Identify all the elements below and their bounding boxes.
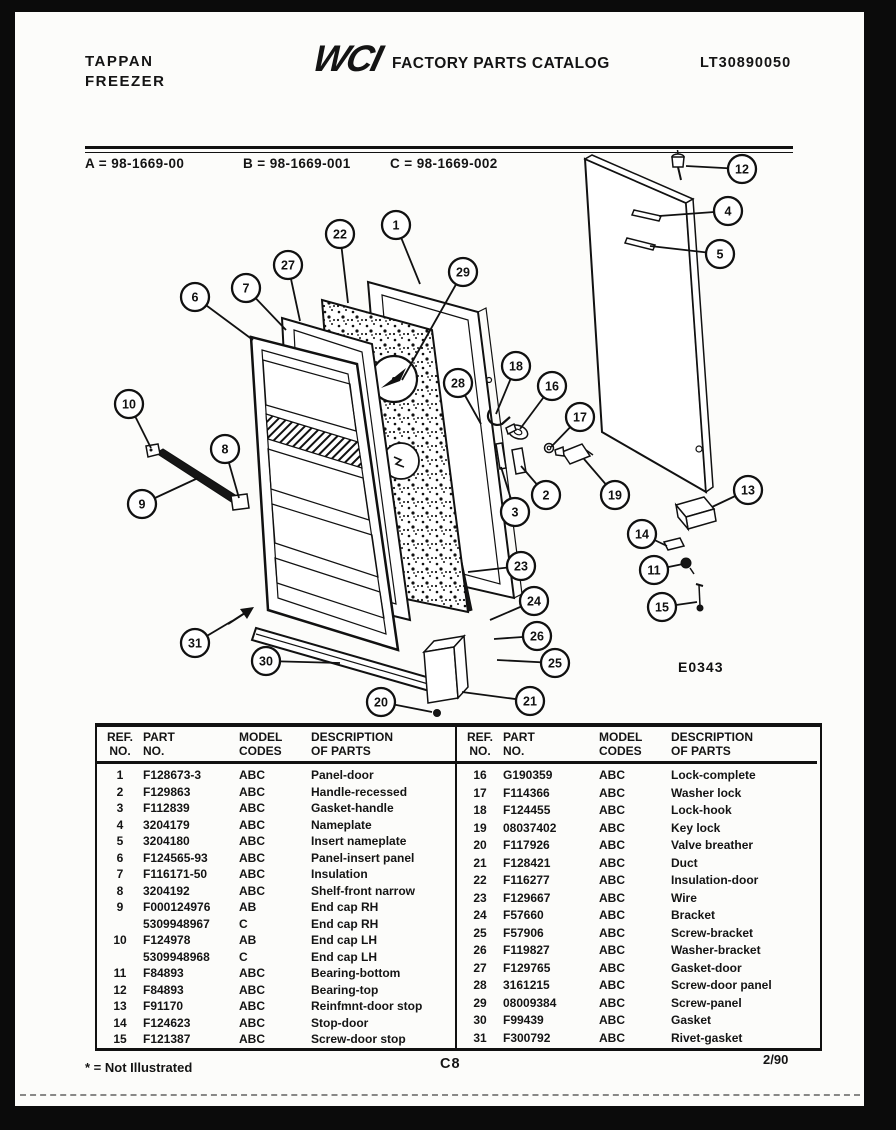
- callout-number-28: 28: [451, 376, 465, 391]
- callout-number-14: 14: [635, 527, 649, 542]
- cell-codes: C: [239, 949, 248, 964]
- parts-table-right: [457, 727, 817, 1048]
- cell-ref: 29: [473, 995, 487, 1010]
- cell-codes: ABC: [599, 960, 625, 975]
- cell-ref: 21: [473, 855, 487, 870]
- catalog-title: FACTORY PARTS CATALOG: [392, 55, 610, 72]
- cell-part: F124623: [143, 1015, 191, 1030]
- cell-codes: ABC: [599, 943, 625, 958]
- cell-desc: Washer lock: [671, 785, 742, 800]
- cell-ref: 8: [116, 883, 124, 898]
- callout-number-19: 19: [608, 488, 622, 503]
- not-illustrated-note: * = Not Illustrated: [85, 1060, 193, 1075]
- cell-codes: ABC: [239, 1015, 265, 1030]
- table-row: [457, 1012, 817, 1030]
- col-codes: MODEL CODES: [239, 727, 311, 763]
- cell-part: 5309948968: [143, 949, 210, 964]
- cell-codes: ABC: [599, 995, 625, 1010]
- cell-part: F117926: [503, 838, 550, 853]
- cell-desc: Wire: [671, 890, 697, 905]
- table-row: [97, 817, 456, 834]
- cell-part: 3204180: [143, 834, 190, 848]
- table-row: [457, 890, 817, 908]
- brand-block: [85, 52, 166, 92]
- cell-codes: ABC: [239, 1032, 265, 1046]
- cell-desc: Valve breather: [671, 838, 754, 853]
- cell-ref: 1: [116, 768, 124, 782]
- cell-desc: Shelf-front narrow: [311, 883, 415, 898]
- cell-desc: Lock-complete: [671, 768, 756, 782]
- cell-desc: Bracket: [671, 908, 716, 923]
- scan-border-right: [864, 0, 896, 1130]
- cell-part: F112839: [143, 801, 190, 815]
- cell-part: F121387: [143, 1032, 191, 1046]
- cell-desc: Nameplate: [311, 817, 372, 832]
- callout-number-5: 5: [716, 247, 724, 262]
- cell-part: F57660: [503, 908, 544, 923]
- brand-name: TAPPAN: [85, 53, 154, 70]
- cell-codes: ABC: [599, 1030, 625, 1045]
- cell-codes: ABC: [599, 890, 625, 905]
- callout-number-26: 26: [530, 629, 544, 644]
- duct: [424, 636, 468, 717]
- scan-border-top: [0, 0, 896, 12]
- table-row: [97, 883, 456, 900]
- callout-number-17: 17: [573, 410, 587, 425]
- cell-part: F128421: [503, 855, 551, 870]
- revision-date: 2/90: [763, 1052, 789, 1067]
- cell-ref: 3: [116, 801, 124, 815]
- cell-part: 08009384: [503, 995, 557, 1010]
- table-row: [457, 995, 817, 1013]
- cell-part: 5309948967: [143, 916, 210, 931]
- table-row: [97, 965, 456, 982]
- cell-desc: End cap LH: [311, 933, 378, 947]
- scan-noise-line: [20, 1094, 860, 1096]
- cell-ref: 7: [116, 867, 124, 881]
- table-row: [457, 942, 817, 960]
- cell-desc: Insert nameplate: [311, 834, 407, 848]
- cell-codes: ABC: [239, 801, 265, 815]
- cell-ref: 13: [113, 999, 127, 1013]
- callout-number-3: 3: [511, 505, 519, 520]
- cell-ref: 23: [473, 890, 487, 905]
- col-desc: DESCRIPTION OF PARTS: [671, 727, 817, 763]
- table-row: [457, 1030, 817, 1048]
- cell-codes: ABC: [599, 925, 625, 940]
- table-row: [97, 899, 456, 916]
- cell-codes: ABC: [599, 803, 625, 818]
- cell-ref: 18: [473, 803, 487, 818]
- callout-number-8: 8: [221, 442, 229, 457]
- cell-ref: 22: [473, 873, 487, 888]
- cell-desc: Insulation-door: [671, 873, 759, 888]
- table-row: [97, 982, 456, 999]
- col-ref: REF. NO.: [457, 727, 503, 763]
- cell-ref: 26: [473, 943, 487, 958]
- parts-table-left: [97, 727, 457, 1048]
- cell-codes: ABC: [599, 908, 625, 923]
- cell-ref: 5: [116, 834, 124, 848]
- cell-codes: ABC: [599, 855, 625, 870]
- cell-codes: ABC: [239, 867, 265, 881]
- callout-number-29: 29: [456, 265, 470, 280]
- callout-number-30: 30: [259, 654, 273, 669]
- cell-codes: ABC: [239, 999, 265, 1013]
- cell-ref: 19: [473, 820, 487, 835]
- cell-codes: ABC: [239, 982, 265, 997]
- callout-number-24: 24: [527, 594, 541, 609]
- model-c: C = 98-1669-002: [390, 156, 498, 171]
- callout-number-12: 12: [735, 162, 749, 177]
- cell-codes: ABC: [239, 966, 265, 980]
- callout-number-1: 1: [392, 218, 400, 233]
- table-row: [457, 872, 817, 890]
- cell-ref: 15: [113, 1032, 127, 1046]
- cell-desc: End cap RH: [311, 900, 379, 914]
- exploded-diagram: [85, 150, 795, 735]
- cell-part: F119827: [503, 943, 550, 958]
- product-name: FREEZER: [85, 73, 166, 90]
- publication-number: LT30890050: [700, 55, 792, 71]
- table-row: [97, 784, 456, 801]
- table-row: [97, 800, 456, 817]
- table-body-right: [457, 763, 817, 1048]
- cell-codes: ABC: [599, 785, 625, 800]
- cell-codes: ABC: [239, 817, 265, 832]
- cell-part: F114366: [503, 785, 550, 800]
- cell-ref: 17: [473, 785, 487, 800]
- cell-part: 3161215: [503, 978, 550, 993]
- table-row: [97, 850, 456, 867]
- table-row: [97, 916, 456, 933]
- cell-ref: 6: [116, 850, 124, 865]
- cell-ref: 27: [473, 960, 487, 975]
- cell-ref: 11: [113, 966, 127, 980]
- callout-number-20: 20: [374, 695, 388, 710]
- callout-number-2: 2: [542, 488, 550, 503]
- callout-number-6: 6: [191, 290, 199, 305]
- cell-desc: Lock-hook: [671, 803, 732, 818]
- table-row: [457, 785, 817, 803]
- cell-codes: ABC: [239, 834, 265, 848]
- cell-part: F000124976: [143, 900, 211, 914]
- cell-ref: [97, 916, 143, 933]
- parts-tables: [95, 723, 822, 1051]
- bottom-bracket: [676, 497, 716, 529]
- table-row: [457, 925, 817, 943]
- callout-number-22: 22: [333, 227, 347, 242]
- cell-desc: Panel-insert panel: [311, 850, 415, 865]
- cell-desc: Gasket: [671, 1013, 712, 1028]
- cell-codes: ABC: [599, 1013, 625, 1028]
- cell-desc: Washer-bracket: [671, 943, 761, 958]
- callout-number-9: 9: [138, 497, 146, 512]
- callout-number-23: 23: [514, 559, 528, 574]
- cell-part: 08037402: [503, 820, 557, 835]
- page-code: C8: [440, 1056, 461, 1072]
- table-row: [457, 977, 817, 995]
- cell-part: F128673-3: [143, 768, 202, 782]
- cell-part: F124565-93: [143, 850, 208, 865]
- table-row: [457, 960, 817, 978]
- model-b: B = 98-1669-001: [243, 156, 351, 171]
- cell-part: F116171-50: [143, 867, 208, 881]
- header-rule-thin: [85, 152, 793, 153]
- table-row: [97, 1031, 456, 1048]
- cell-part: F91170: [143, 999, 184, 1013]
- callout-number-27: 27: [281, 258, 295, 273]
- cell-codes: ABC: [599, 768, 625, 782]
- cell-ref: 14: [113, 1015, 127, 1030]
- cell-desc: Bearing-bottom: [311, 966, 401, 980]
- cell-part: F116277: [503, 873, 550, 888]
- table-row: [97, 949, 456, 966]
- cell-ref: 30: [473, 1013, 487, 1028]
- model-a: A = 98-1669-00: [85, 156, 185, 171]
- table-row: [457, 907, 817, 925]
- cell-part: F129667: [503, 890, 551, 905]
- cell-part: F129863: [143, 784, 191, 799]
- callout-number-18: 18: [509, 359, 523, 374]
- table-header: [97, 727, 456, 763]
- cell-ref: 2: [116, 784, 124, 799]
- cell-part: F99439: [503, 1013, 544, 1028]
- callout-number-11: 11: [647, 563, 661, 578]
- callout-number-25: 25: [548, 656, 562, 671]
- cell-codes: ABC: [239, 768, 265, 782]
- cell-ref: 16: [473, 768, 487, 782]
- cell-desc: Gasket-handle: [311, 801, 394, 815]
- cell-ref: [97, 949, 143, 966]
- table-body-left: [97, 763, 456, 1048]
- table-row: [457, 763, 817, 785]
- cell-ref: 25: [473, 925, 487, 940]
- callout-number-21: 21: [523, 694, 537, 709]
- cell-part: F300792: [503, 1030, 551, 1045]
- screw-top-icon: [672, 150, 684, 180]
- col-codes: MODEL CODES: [599, 727, 671, 763]
- cell-ref: 4: [116, 817, 124, 832]
- cell-desc: Bearing-top: [311, 982, 379, 997]
- scan-border-left: [0, 0, 15, 1130]
- cell-desc: Duct: [671, 855, 698, 870]
- col-ref: REF. NO.: [97, 727, 143, 763]
- callout-number-31: 31: [188, 636, 202, 651]
- cell-ref: 10: [113, 933, 127, 947]
- scan-border-bottom: [0, 1106, 896, 1130]
- cell-desc: Stop-door: [311, 1015, 369, 1030]
- table-row: [457, 820, 817, 838]
- cell-part: F129765: [503, 960, 551, 975]
- cell-desc: Rivet-gasket: [671, 1030, 743, 1045]
- cell-part: F124455: [503, 803, 551, 818]
- cell-desc: Insulation: [311, 867, 368, 881]
- cell-desc: Screw-door panel: [671, 978, 772, 993]
- table-row: [457, 855, 817, 873]
- cell-part: F84893: [143, 966, 184, 980]
- drawing-number: E0343: [678, 659, 724, 675]
- col-part: PART NO.: [503, 727, 599, 763]
- cell-ref: 28: [473, 978, 487, 993]
- table-row: [457, 837, 817, 855]
- cell-ref: 20: [473, 838, 487, 853]
- table-row: [97, 833, 456, 850]
- cell-desc: Panel-door: [311, 768, 374, 782]
- table-row: [97, 866, 456, 883]
- cell-codes: ABC: [599, 838, 625, 853]
- cell-desc: Key lock: [671, 820, 721, 835]
- callout-number-4: 4: [724, 204, 732, 219]
- cell-codes: ABC: [239, 883, 265, 898]
- cell-desc: Reinfmnt-door stop: [311, 999, 423, 1013]
- cell-ref: 24: [473, 908, 487, 923]
- cell-ref: 31: [473, 1030, 487, 1045]
- cell-codes: C: [239, 916, 248, 931]
- cell-desc: Screw-bracket: [671, 925, 754, 940]
- callout-number-16: 16: [545, 379, 559, 394]
- cell-desc: Screw-panel: [671, 995, 742, 1010]
- cell-part: 3204192: [143, 883, 190, 898]
- wci-logo: WCI: [309, 38, 386, 79]
- table-row: [97, 998, 456, 1015]
- header-rule-thick: [85, 146, 793, 149]
- table-row: [97, 1015, 456, 1032]
- screw-small-icon: [434, 710, 441, 717]
- callout-number-13: 13: [741, 483, 755, 498]
- cell-codes: AB: [239, 900, 257, 914]
- cell-part: F84893: [143, 982, 184, 997]
- cell-part: 3204179: [143, 817, 190, 832]
- cell-desc: Screw-door stop: [311, 1032, 406, 1046]
- cell-codes: ABC: [239, 850, 265, 865]
- callout-number-15: 15: [655, 600, 669, 615]
- table-header: [457, 727, 817, 763]
- cell-ref: 12: [113, 982, 127, 997]
- table-row: [457, 802, 817, 820]
- cell-codes: AB: [239, 933, 257, 947]
- cell-desc: Handle-recessed: [311, 784, 408, 799]
- cell-ref: 9: [116, 900, 124, 914]
- cell-desc: End cap RH: [311, 916, 379, 931]
- callout-number-10: 10: [122, 397, 136, 412]
- table-row: [97, 763, 456, 784]
- outer-door-panel: [585, 155, 713, 492]
- col-part: PART NO.: [143, 727, 239, 763]
- cell-part: F124978: [143, 933, 191, 947]
- cell-codes: ABC: [599, 873, 625, 888]
- cell-desc: End cap LH: [311, 949, 378, 964]
- callout-number-7: 7: [242, 281, 250, 296]
- cell-part: F57906: [503, 925, 544, 940]
- cell-part: G190359: [503, 768, 553, 782]
- table-row: [97, 932, 456, 949]
- cell-codes: ABC: [599, 820, 625, 835]
- cell-codes: ABC: [599, 978, 625, 993]
- cell-desc: Gasket-door: [671, 960, 742, 975]
- col-desc: DESCRIPTION OF PARTS: [311, 727, 456, 763]
- cell-codes: ABC: [239, 784, 265, 799]
